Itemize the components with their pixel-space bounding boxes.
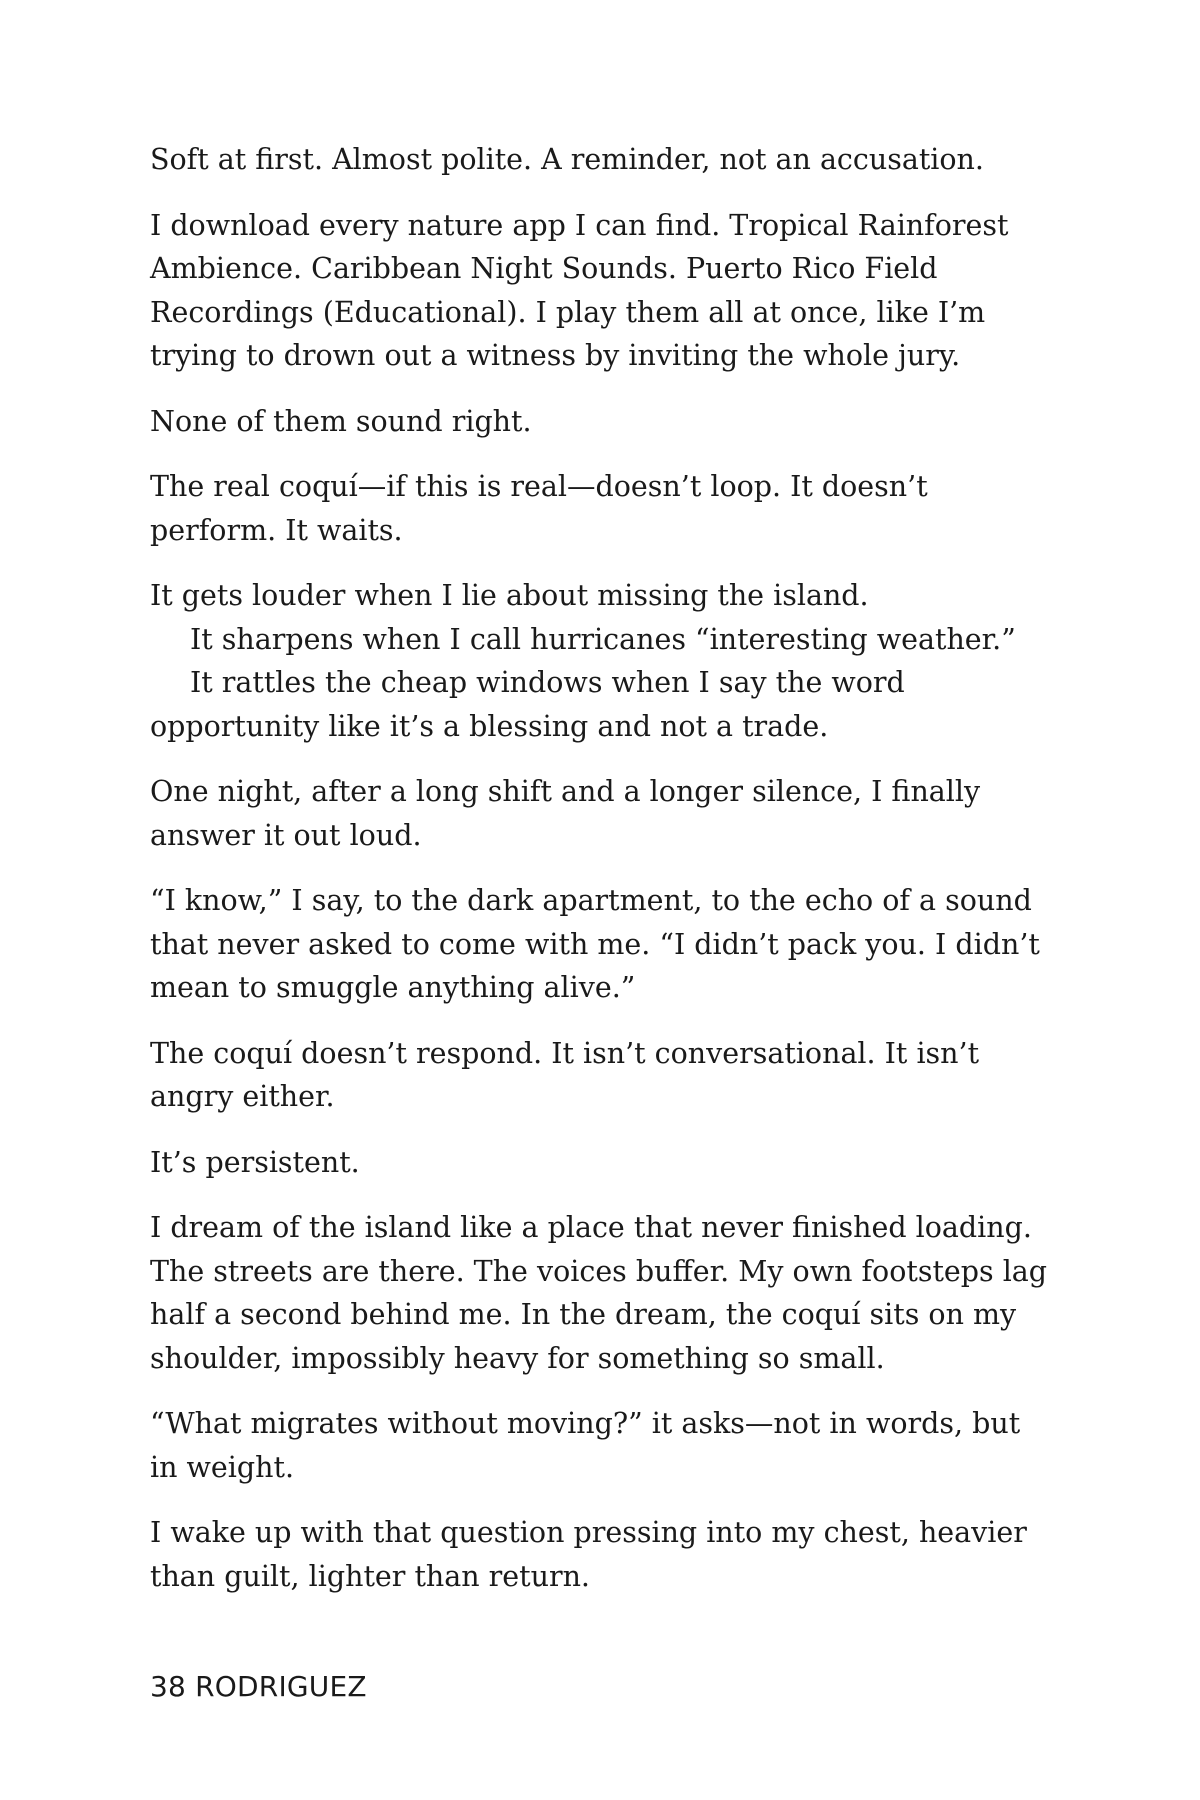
text-line: The real coquí—if this is real—doesn’t loop. It doesn’t bbox=[150, 470, 928, 503]
text-line: Soft at first. Almost polite. A reminder, not an accusation. bbox=[150, 143, 984, 176]
paragraph bbox=[150, 879, 1070, 1010]
text-line: I wake up with that question pressing into my chest, heavier bbox=[150, 1516, 1027, 1549]
text-line: mean to smuggle anything alive.” bbox=[150, 971, 636, 1004]
text-line: It rattles the cheap windows when I say the word bbox=[190, 666, 905, 699]
text-line: “What migrates without moving?” it asks—not in words, but bbox=[150, 1407, 1021, 1440]
text-line: perform. It waits. bbox=[150, 513, 403, 547]
text-line: that never asked to come with me. “I didn’t pack you. I didn’t bbox=[150, 927, 1040, 961]
text-line: Ambience. Caribbean Night Sounds. Puerto Rico Field bbox=[150, 252, 938, 285]
text-line: shoulder, impossibly heavy for something so small. bbox=[150, 1341, 885, 1375]
paragraph bbox=[150, 204, 1070, 378]
paragraph bbox=[150, 400, 1070, 444]
page-number: 38 bbox=[150, 1670, 187, 1703]
text-line: The coquí doesn’t respond. It isn’t conversational. It isn’t bbox=[150, 1036, 980, 1070]
paragraph bbox=[150, 138, 1070, 182]
text-line: opportunity like it’s a blessing and not a trade. bbox=[150, 709, 829, 743]
text-line: answer it out loud. bbox=[150, 818, 422, 852]
text-line: I download every nature app I can find. Tropical Rainforest bbox=[150, 208, 1009, 242]
paragraph bbox=[150, 465, 1070, 552]
text-line: in weight. bbox=[150, 1450, 295, 1484]
text-line: than guilt, lighter than return. bbox=[150, 1559, 590, 1593]
text-line: It sharpens when I call hurricanes “interesting weather.” bbox=[190, 622, 1016, 656]
text-line: It gets louder when I lie about missing the island. bbox=[150, 579, 869, 612]
text-line: None of them sound right. bbox=[150, 404, 532, 438]
paragraph bbox=[150, 1402, 1070, 1489]
paragraph bbox=[150, 1032, 1070, 1119]
text-line: Recordings (Educational). I play them all at once, like I’m bbox=[150, 295, 986, 329]
paragraph bbox=[150, 574, 1070, 748]
text-line: trying to drown out a witness by inviting the whole jury. bbox=[150, 339, 961, 372]
text-line: It’s persistent. bbox=[150, 1145, 360, 1179]
text-line: One night, after a long shift and a longer silence, I finally bbox=[150, 775, 981, 808]
author-name: RODRIGUEZ bbox=[195, 1670, 367, 1703]
text-line: half a second behind me. In the dream, the coquí sits on my bbox=[150, 1298, 1017, 1331]
body-text bbox=[150, 138, 1070, 1620]
text-line: I dream of the island like a place that never finished loading. bbox=[150, 1211, 1032, 1244]
paragraph bbox=[150, 770, 1070, 857]
page-footer bbox=[150, 1670, 367, 1704]
text-line: angry either. bbox=[150, 1080, 335, 1113]
paragraph bbox=[150, 1141, 1070, 1185]
text-line: “I know,” I say, to the dark apartment, to the echo of a sound bbox=[150, 884, 1032, 917]
paragraph bbox=[150, 1511, 1070, 1598]
paragraph bbox=[150, 1206, 1070, 1380]
text-line: The streets are there. The voices buffer. My own footsteps lag bbox=[150, 1254, 1048, 1288]
